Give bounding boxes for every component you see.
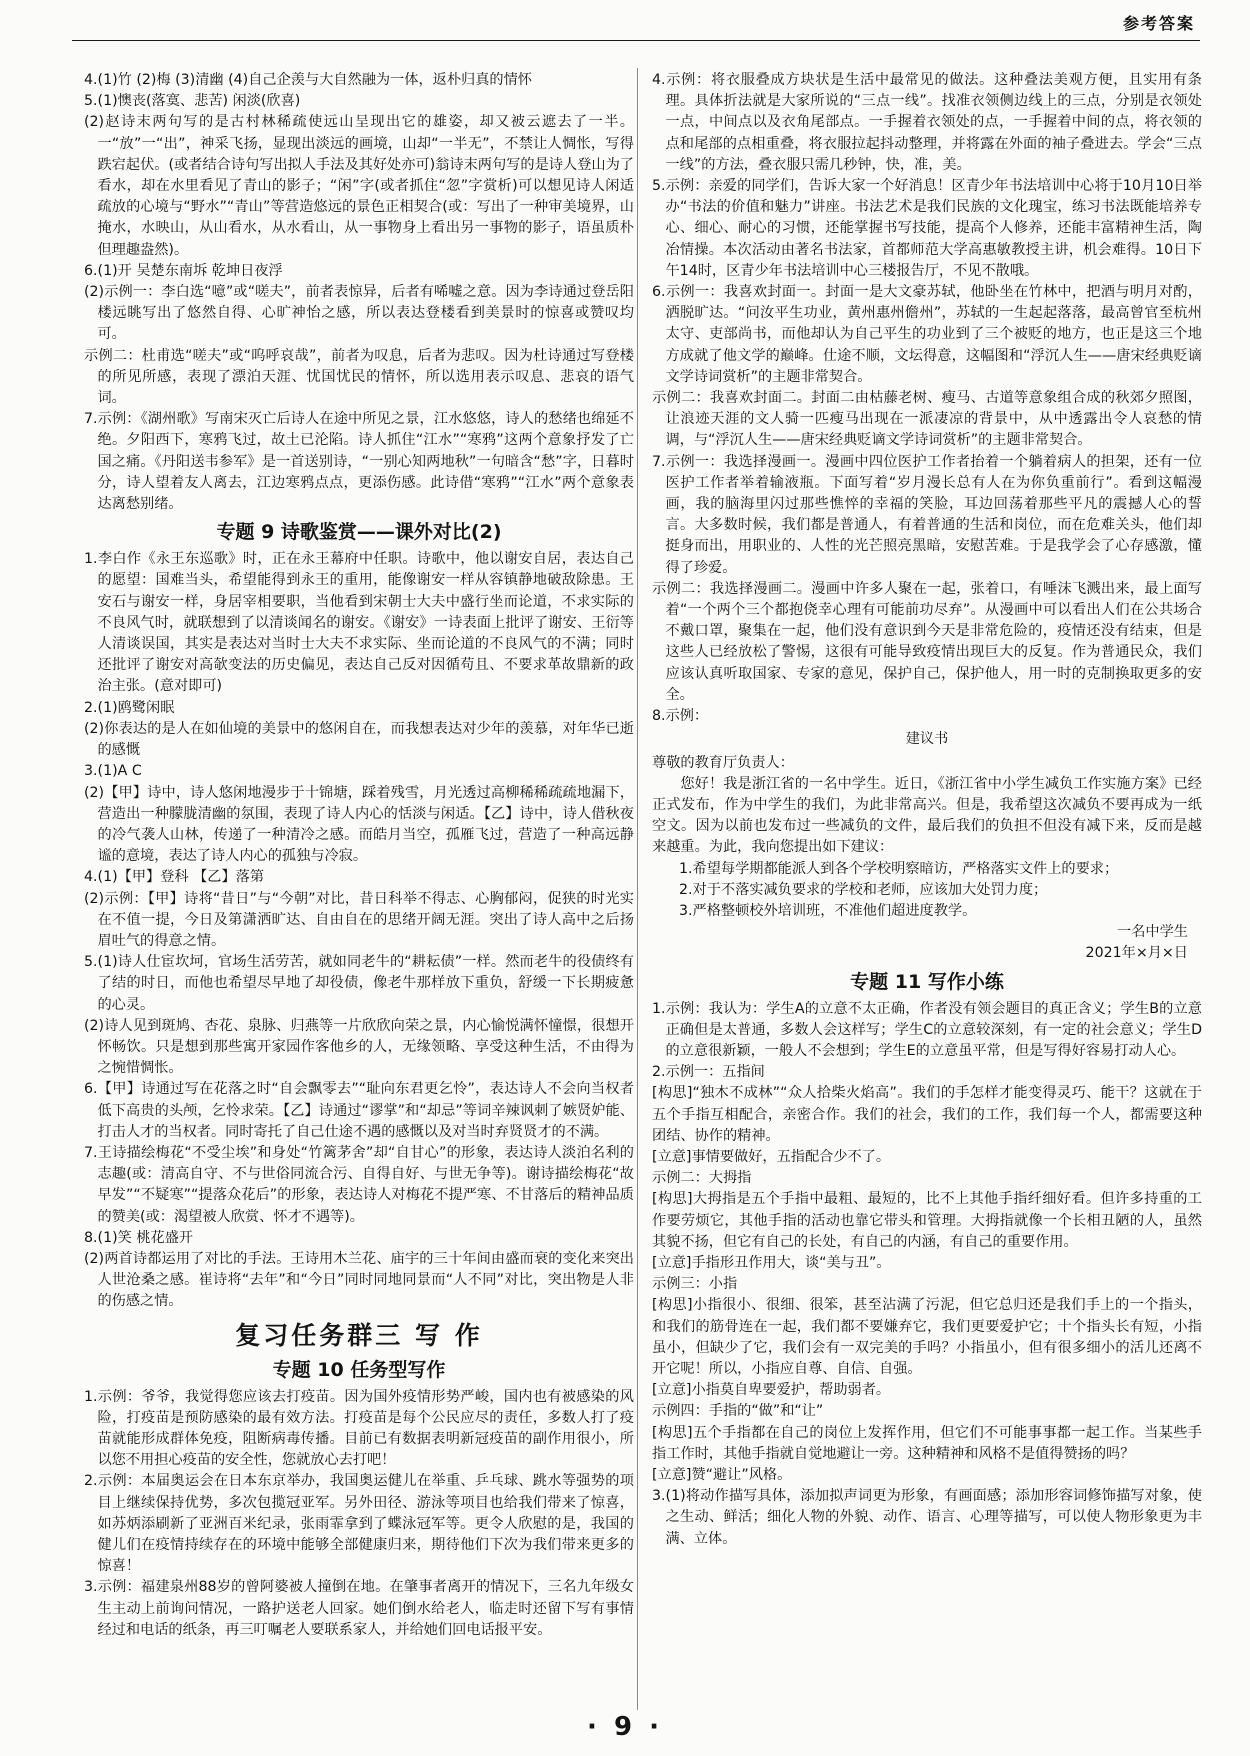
answer-line: [立意]手指形丑作用大，谈“美与丑”。 (652, 1254, 891, 1271)
answer-line: [立意]事情要做好，五指配合少不了。 (652, 1148, 891, 1165)
answer-paragraph: 5.(1)诗人仕宦坎坷，官场生活劳苦，就如同老牛的“耕耘债”一样。然而老牛的役债终有了结的时日，而他也希望尽早地了却役债，像老牛那样放下重负，舒缓一下长期疲惫的心灵。 (84, 954, 634, 1013)
answer-paragraph: 5.(1)懊丧(落寞、悲苦) 闲淡(欣喜) (84, 93, 301, 110)
answer-paragraph: 3.(1)将动作描写具体，添加拟声词更为形象，有画面感；添加形容词修饰描写对象，使之生动、鲜活；细化人物的外貌、动作、语言、心理等描写，可以使人物形象更为丰满、立体。 (652, 1488, 1202, 1547)
answer-paragraph: (2)你表达的是人在如仙境的美景中的悠闲自在，而我想表达对少年的羡慕，对年华已逝的感慨 (84, 720, 634, 759)
letter-signature: 一名中学生 (1117, 924, 1188, 941)
answer-paragraph: (2)示例一：李白选“噫”或“嗟夫”，前者表惊异，后者有唏嘘之意。因为李诗通过登岳阳楼远眺写出了悠然自得、心旷神怡之感，所以表达登楼看到美景时的惊喜或赞叹均可。 (84, 284, 634, 343)
answer-paragraph: 示例二：我选择漫画二。漫画中许多人聚在一起，张着口，有唾沫飞溅出来，最上面写着“一个两个三个都抱侥幸心理有可能前功尽弃”。从漫画中可以看出人们在公共场合不戴口罩，聚集在一起，他们没有意识到今天是非常危险的，疫情还没有结束，但是这些人已经放松了警惕，这很有可能导致疫情出现巨大的反复。作为普通民众，我们应该认真听取国家、专家的意见，保护自己，保护他人，用一时的克制换取更多的安全。 (652, 580, 1202, 703)
letter-title: 建议书 (905, 731, 949, 748)
answer-line: 示例二：大拇指 (652, 1170, 752, 1187)
page-header (0, 0, 1250, 46)
topic-heading: 专题 10 任务型写作 (272, 1358, 446, 1381)
answer-paragraph: 4.示例：将衣服叠成方块状是生活中最常见的做法。这种叠法美观方便，且实用有条理。具体折法就是大家所说的“三点一线”。找准衣领侧边线上的三点，分别是衣领处一点，中间点以及衣角尾部点。一手握着衣领处的点，一手握着中间的点，将衣领的点和尾部的点相重叠，将衣服拉起抖动整理，并将露在外面的袖子叠进去。学会“三点一线”的方法，叠衣服只需几秒钟，快，准，美。 (652, 72, 1202, 173)
answer-paragraph: 5.示例：亲爱的同学们，告诉大家一个好消息！区青少年书法培训中心将于10月10日举办“书法的价值和魅力”讲座。书法艺术是我们民族的文化瑰宝，练习书法既能培养专心、细心、耐心的习惯，还能掌握书写技能，提高个人修养，还能丰富精神生活，陶冶情操。本次活动由著名书法家，首都师范大学高惠敏教授主讲，机会难得。10日下午14时，区青少年书法培训中心三楼报告厅，不见不散哦。 (652, 178, 1202, 279)
answer-paragraph: 3.(1)A C (84, 763, 142, 780)
letter-signature: 2021年×月×日 (1085, 945, 1188, 962)
answer-paragraph: (2)赵诗末两句写的是古村林稀疏使远山呈现出它的雄姿，却又被云遮去了一半。一“放”一“出”，神采飞扬，显现出淡远的画境，山却“一半无”，不禁让人惆怅，写得跌宕起伏。(或者结合诗句写出拟人手法及其好处亦可)翁诗末两句写的是诗人登山为了看水，却在水里看见了青山的影子；“闲”字(或者抓住“忽”字赏析)可以想见诗人闲适疏放的心境与“野水”“青山”等营造悠远的景色正相契合(或：写出了一种审美境界，山掩水，水映山，从山看水，从水看山，从一事物身上看出另一事物的影子，语虽质朴但理趣盎然)。 (84, 114, 634, 258)
answer-paragraph: 4.(1)竹 (2)梅 (3)清幽 (4)自己企羡与大自然融为一体，返朴归真的情怀 (84, 72, 532, 88)
column-divider (637, 68, 638, 1710)
answer-line: [构思]大拇指是五个手指中最粗、最短的，比不上其他手指纤细好看。但许多持重的工作要劳烦它，其他手指的活动也靠它带头和管理。大拇指就像一个长相丑陋的人，虽然其貌不扬，但它有自己的长处，有自己的内涵，有自己的重要作用。 (652, 1191, 1202, 1250)
answer-paragraph: 2.示例一：五指间 (652, 1064, 765, 1081)
topic-heading: 专题 9 诗歌鉴赏——课外对比(2) (216, 521, 502, 544)
topic-heading: 专题 11 写作小练 (850, 970, 1004, 993)
answer-paragraph: (2)【甲】诗中，诗人悠闲地漫步于十锦塘，踩着残雪，月光透过高柳稀稀疏疏地漏下，营造出一种朦胧清幽的氛围，表现了诗人内心的恬淡与闲适。【乙】诗中，诗人借秋夜的冷气袭人山林，传递了一种清冷之感。而皓月当空，孤雁飞过，营造了一种高远静谧的意境，表达了诗人内心的孤独与冷寂。 (84, 784, 634, 865)
answer-paragraph: 7.示例：《湖州歌》写南宋灭亡后诗人在途中所见之景，江水悠悠，诗人的愁绪也绵延不绝。夕阳西下，寒鸦飞过，故土已沦陷。诗人抓住“江水”“寒鸦”这两个意象抒发了亡国之痛。《丹阳送韦参军》是一首送别诗，“一别心知两地秋”一句暗含“愁”字，日暮时分，诗人望着友人离去，江边寒鸦点点，更添伤感。此诗借“寒鸦”“江水”两个意象表达离愁别绪。 (84, 411, 634, 513)
answer-line: [构思]五个手指都在自己的岗位上发挥作用，但它们不可能事事都一起工作。当某些手指工作时，其他手指就自觉地避让一旁。这种精神和风格不是值得赞扬的吗？ (652, 1424, 1202, 1462)
letter-list-item: 1.希望每学期都能派人到各个学校明察暗访，严格落实文件上的要求； (678, 860, 1119, 877)
header-rule (72, 40, 1200, 41)
answer-paragraph: 1.示例：我认为：学生A的立意不太正确，作者没有领会题目的真正含义；学生B的立意正确但是太普通，多数人会这样写；学生C的立意较深刻，有一定的社会意义；学生D的立意很新颖，一般人不会想到；学生E的立意虽平常，但是写得好容易打动人心。 (652, 1000, 1202, 1059)
answer-paragraph: 1.李白作《永王东巡歌》时，正在永王幕府中任职。诗歌中，他以谢安自居，表达自己的愿望：国难当头，希望能得到永王的重用，能像谢安一样从容镇静地破敌除患。王安石与谢安一样，身居宰相要职，当他看到宋朝士大夫中盛行坐而论道，不求实际的不良风气时，就联想到了以清谈闻名的谢安。《谢安》一诗表面上批评了谢安、王衍等人清谈误国，其实是表达对当时士大夫不求实际、坐而论道的不良风气的不满；同时还批评了谢安对高欹变法的历史偏见，表达自己反对因循苟且、不要求革故鼎新的政治主张。(意对即可) (84, 551, 634, 695)
letter-list-item: 2.对于不落实减负要求的学校和老师，应该加大处罚力度； (678, 881, 1048, 898)
answer-paragraph: 8.示例： (652, 708, 709, 725)
answer-line: 尊敬的教育厅负责人： (652, 754, 794, 771)
letter-body: 您好！我是浙江省的一名中学生。近日，《浙江省中小学生减负工作实施方案》已经正式发布，作为中学生的我们，为此非常高兴。但是，我希望这次减负不要再成为一纸空文。因为以前也发布过一些减负的文件，最后我们的负担不但没有减下来，反而是越来越重。为此，我向您提出如下建议： (652, 775, 1202, 856)
answer-line: [构思]小指很小、很细、很笨，甚至沾满了污泥，但它总归还是我们手上的一个指头，和我们的筋骨连在一起，我们都不要嫌弃它，我们更要爱护它；十个指头长有短，小指虽小，但缺少了它，我们会有一双完美的手吗？小指虽小，但有很多细小的活儿还离不开它呢！所以，小指应自尊、自信、自强。 (652, 1297, 1202, 1377)
answer-paragraph: 2.示例：本届奥运会在日本东京举办，我国奥运健儿在举重、乒乓球、跳水等强势的项目上继续保持优势，多次包揽冠亚军。另外田径、游泳等项目也给我们带来了惊喜，如苏炳添刷新了亚洲百米纪录，张雨霏拿到了蝶泳冠军等。更令人欣慰的是，我国的健儿们在疫情持续存在的环境中能够全部健康归来，期待他们下次为我们带来更多的惊喜！ (84, 1473, 634, 1575)
answer-paragraph: 6.示例一：我喜欢封面一。封面一是大文豪苏轼，他卧坐在竹林中，把酒与明月对酌，洒脱旷达。“问汝平生功业，黄州惠州儋州”，苏轼的一生起起落落，最高曾官至杭州太守、吏部尚书，而他却认为自己平生的功业到了三个被贬的地方，也正是这三个地方成就了他文学的巅峰。仕途不顺，文坛得意，这幅图和“浮沉人生——唐宋经典贬谪文学诗词赏析”的主题非常契合。 (652, 284, 1202, 385)
answer-line: 示例四：手指的“做”和“让” (652, 1403, 824, 1420)
answer-paragraph: (2)两首诗都运用了对比的手法。王诗用木兰花、庙宇的三十年间由盛而衰的变化来突出人世沧桑之感。崔诗将“去年”和“今日”同时同地同景而“人不同”对比，突出物是人非的伤感之情。 (84, 1250, 634, 1310)
header-title: 参考答案 (1122, 14, 1195, 33)
answer-paragraph: 示例二：杜甫选“嗟夫”或“呜呼哀哉”，前者为叹息，后者为悲叹。因为杜诗通过写登楼的所见所感，表现了漂泊天涯、忧国忧民的情怀，所以选用表示叹息、悲哀的语气词。 (84, 347, 634, 407)
answer-line: [立意]小指莫自卑要爱护，帮助弱者。 (652, 1382, 891, 1399)
answer-paragraph: 4.(1)【甲】登科 【乙】落第 (84, 869, 265, 886)
page-number: · 9 · (587, 1712, 663, 1742)
left-column (84, 70, 634, 1641)
answer-line: [构思]“独木不成林”“众人拾柴火焰高”。我们的手怎样才能变得灵巧、能干？这就在于五个手指互相配合，亲密合作。我们的社会，我们的工作，我们每一个人，都需要这种团结、协作的精神。 (652, 1085, 1202, 1144)
answer-paragraph: 8.(1)笑 桃花盛开 (84, 1229, 194, 1246)
answer-paragraph: 6.(1)开 吴楚东南坼 乾坤日夜浮 (84, 262, 283, 279)
answer-paragraph: 7.王诗描绘梅花“不受尘埃”和身处“竹篱茅舍”却“自甘心”的形象，表达诗人淡泊名利的志趣(或：清高自守、不与世俗同流合污、自得自好、与世无争等)。谢诗描绘梅花“故早发”“不疑寒”“提落众花后”的形象，表达诗人对梅花不提严寒、不甘落后的精神品质的赞美(或：渴望被人欣赏、怀才不遇等)。 (84, 1144, 634, 1225)
answer-paragraph: 示例二：我喜欢封面二。封面二由枯藤老树、瘦马、古道等意象组合成的秋郊夕照图，让浪迹天涯的文人骑一匹瘦马出现在一派凄凉的背景中，从中透露出令人哀愁的情调，与“浮沉人生——唐宋经典贬谪文学诗词赏析”的主题非常契合。 (652, 390, 1202, 449)
letter-list-item: 3.严格整顿校外培训班，不准他们超进度教学。 (678, 902, 977, 919)
answer-paragraph: 6.【甲】诗通过写在花落之时“自会飘零去”“耻向东君更乞怜”，表达诗人不会向当权者低下高贵的头颅，乞怜求荣。【乙】诗通过“谬掌”和“却忌”等词辛辣讽刺了嫉贤妒能、打击人才的当权者。同时寄托了自己仕途不遇的感慨以及对当时弃贤贤才的不满。 (84, 1081, 634, 1140)
answer-paragraph: 3.示例：福建泉州88岁的曾阿婆被人撞倒在地。在肇事者离开的情况下，三名九年级女生主动上前询问情况，一路护送老人回家。她们倒水给老人，临走时还留下写有事情经过和电话的纸条，再三叮嘱老人要联系家人，并给她们回电话报平安。 (84, 1579, 634, 1638)
answer-paragraph: 1.示例：爷爷，我觉得您应该去打疫苗。因为国外疫情形势严峻，国内也有被感染的风险，打疫苗是预防感染的最有效方法。打疫苗是每个公民应尽的责任，多数人打了疫苗就能形成群体免疫，阻断病毒传播。目前已有数据表明新冠疫苗的副作用很小，所以您不用担心疫苗的安全性，您就放心去打吧！ (84, 1388, 634, 1469)
section-heading: 复习任务群三 写 作 (235, 1320, 483, 1350)
answer-paragraph: 2.(1)鸥鹭闲眠 (84, 699, 175, 716)
answer-paragraph: 7.示例一：我选择漫画一。漫画中四位医护工作者抬着一个躺着病人的担架，还有一位医护工作者举着输液瓶。下面写着“岁月漫长总有人在为你负重前行”。看到这幅漫画，我的脑海里闪过那些憔悴的幸福的笑脸，耳边回荡着那些平凡的震撼人心的誓言。大多数时候，我们都是普通人，有着普通的生活和岗位，而在危难关头，他们却挺身而出，用职业的、人性的光芒照亮黑暗，安慰苦难。于是我学会了心存感激，懂得了珍爱。 (652, 453, 1202, 576)
right-column (652, 70, 1202, 1550)
answer-paragraph: (2)诗人见到斑鸠、杏花、泉脉、归燕等一片欣欣向荣之景，内心愉悦满怀憧憬，很想开怀畅饮。只是想到那些寓开家园作客他乡的人，无缘领略、享受这种生活，不由得为之惋惜惆怅。 (84, 1017, 634, 1077)
answer-line: [立意]赞“避让”风格。 (652, 1467, 792, 1483)
answer-line: 示例三：小指 (652, 1276, 738, 1293)
answer-paragraph: (2)示例：【甲】诗将“昔日”与“今朝”对比，昔日科举不得志、心胸郁闷，促狭的时光实在不值一提，今日及第潇洒旷达、自由自在的思绪开阔无涯。突出了诗人高中之后扬眉吐气的得意之情。 (84, 890, 634, 949)
